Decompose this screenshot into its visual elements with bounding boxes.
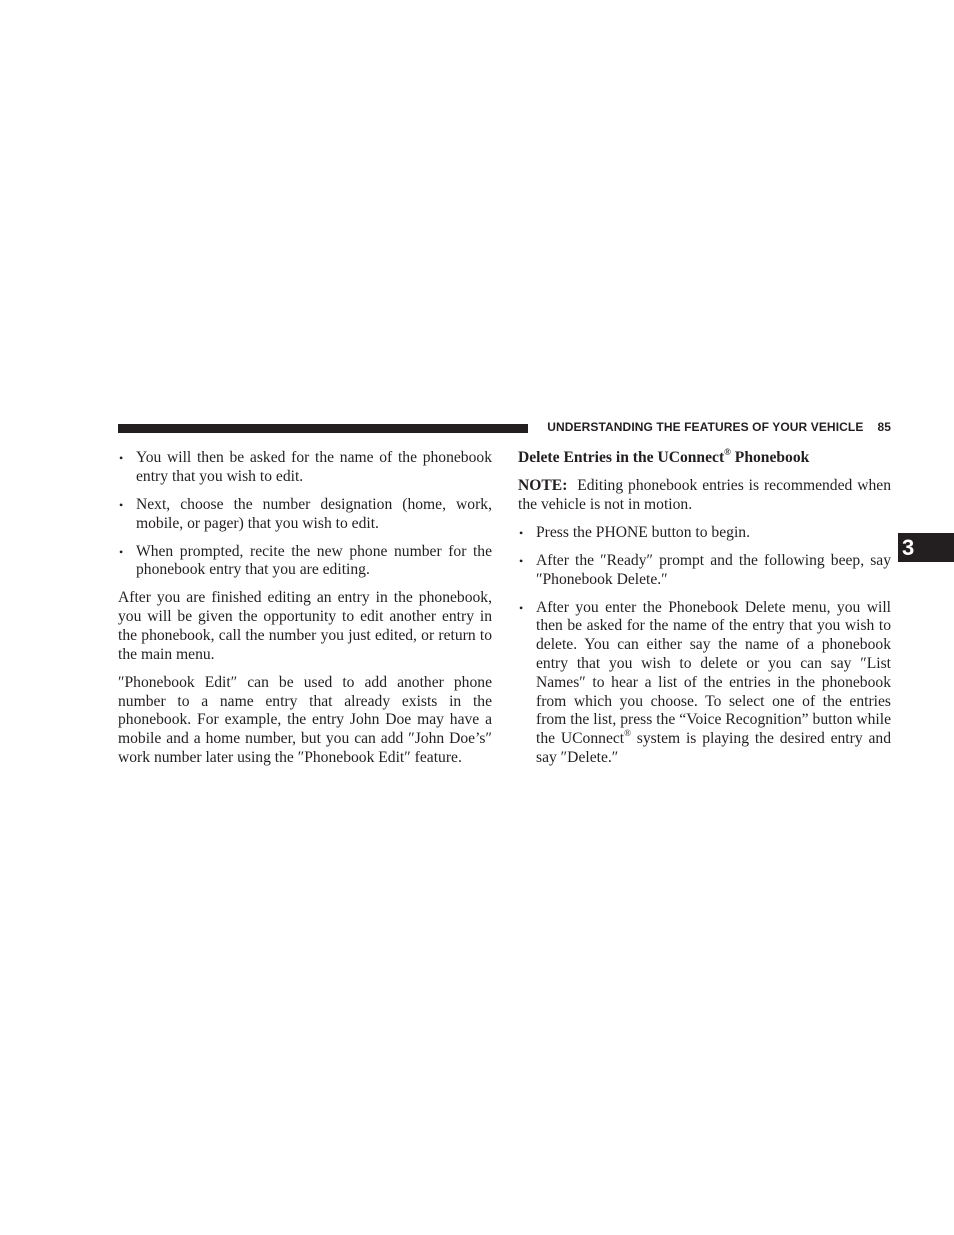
list-item (118, 496, 492, 534)
list-item (518, 552, 891, 590)
bullet-icon: • (519, 600, 524, 615)
header-rule (118, 424, 528, 433)
list-item-text: Press the PHONE button to begin. (536, 523, 750, 541)
list-item-text: When prompted, recite the new phone number for the phonebook entry that you are editing. (136, 542, 492, 579)
note (518, 477, 891, 515)
page-number: 85 (877, 420, 891, 434)
paragraph-phonebook-edit: ″Phonebook Edit″ can be used to add another phone number to a name entry that already exists in the phonebook. For example, the entry John Doe may have a mobile and a home number, but you can add ″John Doe’s″ work number later using the ″Phonebook Edit″ feature. (118, 673, 492, 766)
note-label: NOTE: (518, 476, 568, 494)
registered-mark: ® (624, 727, 631, 738)
section-heading (518, 446, 891, 468)
bullet-icon: • (519, 525, 524, 540)
heading-text: Delete Entries in the UConnect (518, 449, 725, 466)
bullet-icon: • (519, 553, 524, 568)
left-column (118, 449, 492, 768)
list-item (118, 543, 492, 581)
list-item-text (536, 599, 891, 766)
list-item-text: Next, choose the number designation (home, work, mobile, or pager) that you wish to edit. (136, 495, 492, 532)
list-item (118, 449, 492, 487)
bullet-icon: • (119, 544, 124, 559)
section-title: UNDERSTANDING THE FEATURES OF YOUR VEHICLE (547, 420, 864, 434)
registered-mark: ® (724, 446, 731, 457)
list-item-text: You will then be asked for the name of the phonebook entry that you wish to edit. (136, 449, 492, 485)
list-item-text-end: system is playing the desired entry and say ″Delete.″ (536, 730, 891, 766)
note-text: Editing phonebook entries is recommended when the vehicle is not in motion. (518, 476, 891, 513)
chapter-tab: 3 (898, 533, 954, 562)
right-column (518, 446, 891, 768)
list-item-text-start: After you enter the Phonebook Delete menu, you will then be asked for the name of the entry that you wish to delete. You can either say the name of a phonebook entry that you wish to delete or you can say ″List Names″ to hear a list of the entries in the phonebook from which you choose. To select one of the entries from the list, press the “Voice Recognition” button while the UConnect (536, 598, 891, 748)
bullet-icon: • (119, 451, 124, 465)
heading-text-end: Phonebook (730, 449, 810, 466)
list-item (518, 524, 891, 543)
list-item (518, 599, 891, 768)
paragraph-edit-complete: After you are finished editing an entry in the phonebook, you will be given the opportunity to edit another entry in the phonebook, call the number you just edited, or return to the main menu. (118, 589, 492, 663)
bullet-icon: • (119, 497, 124, 512)
list-item-text: After the ″Ready″ prompt and the following beep, say ″Phonebook Delete.″ (536, 551, 891, 588)
running-header (538, 420, 891, 436)
